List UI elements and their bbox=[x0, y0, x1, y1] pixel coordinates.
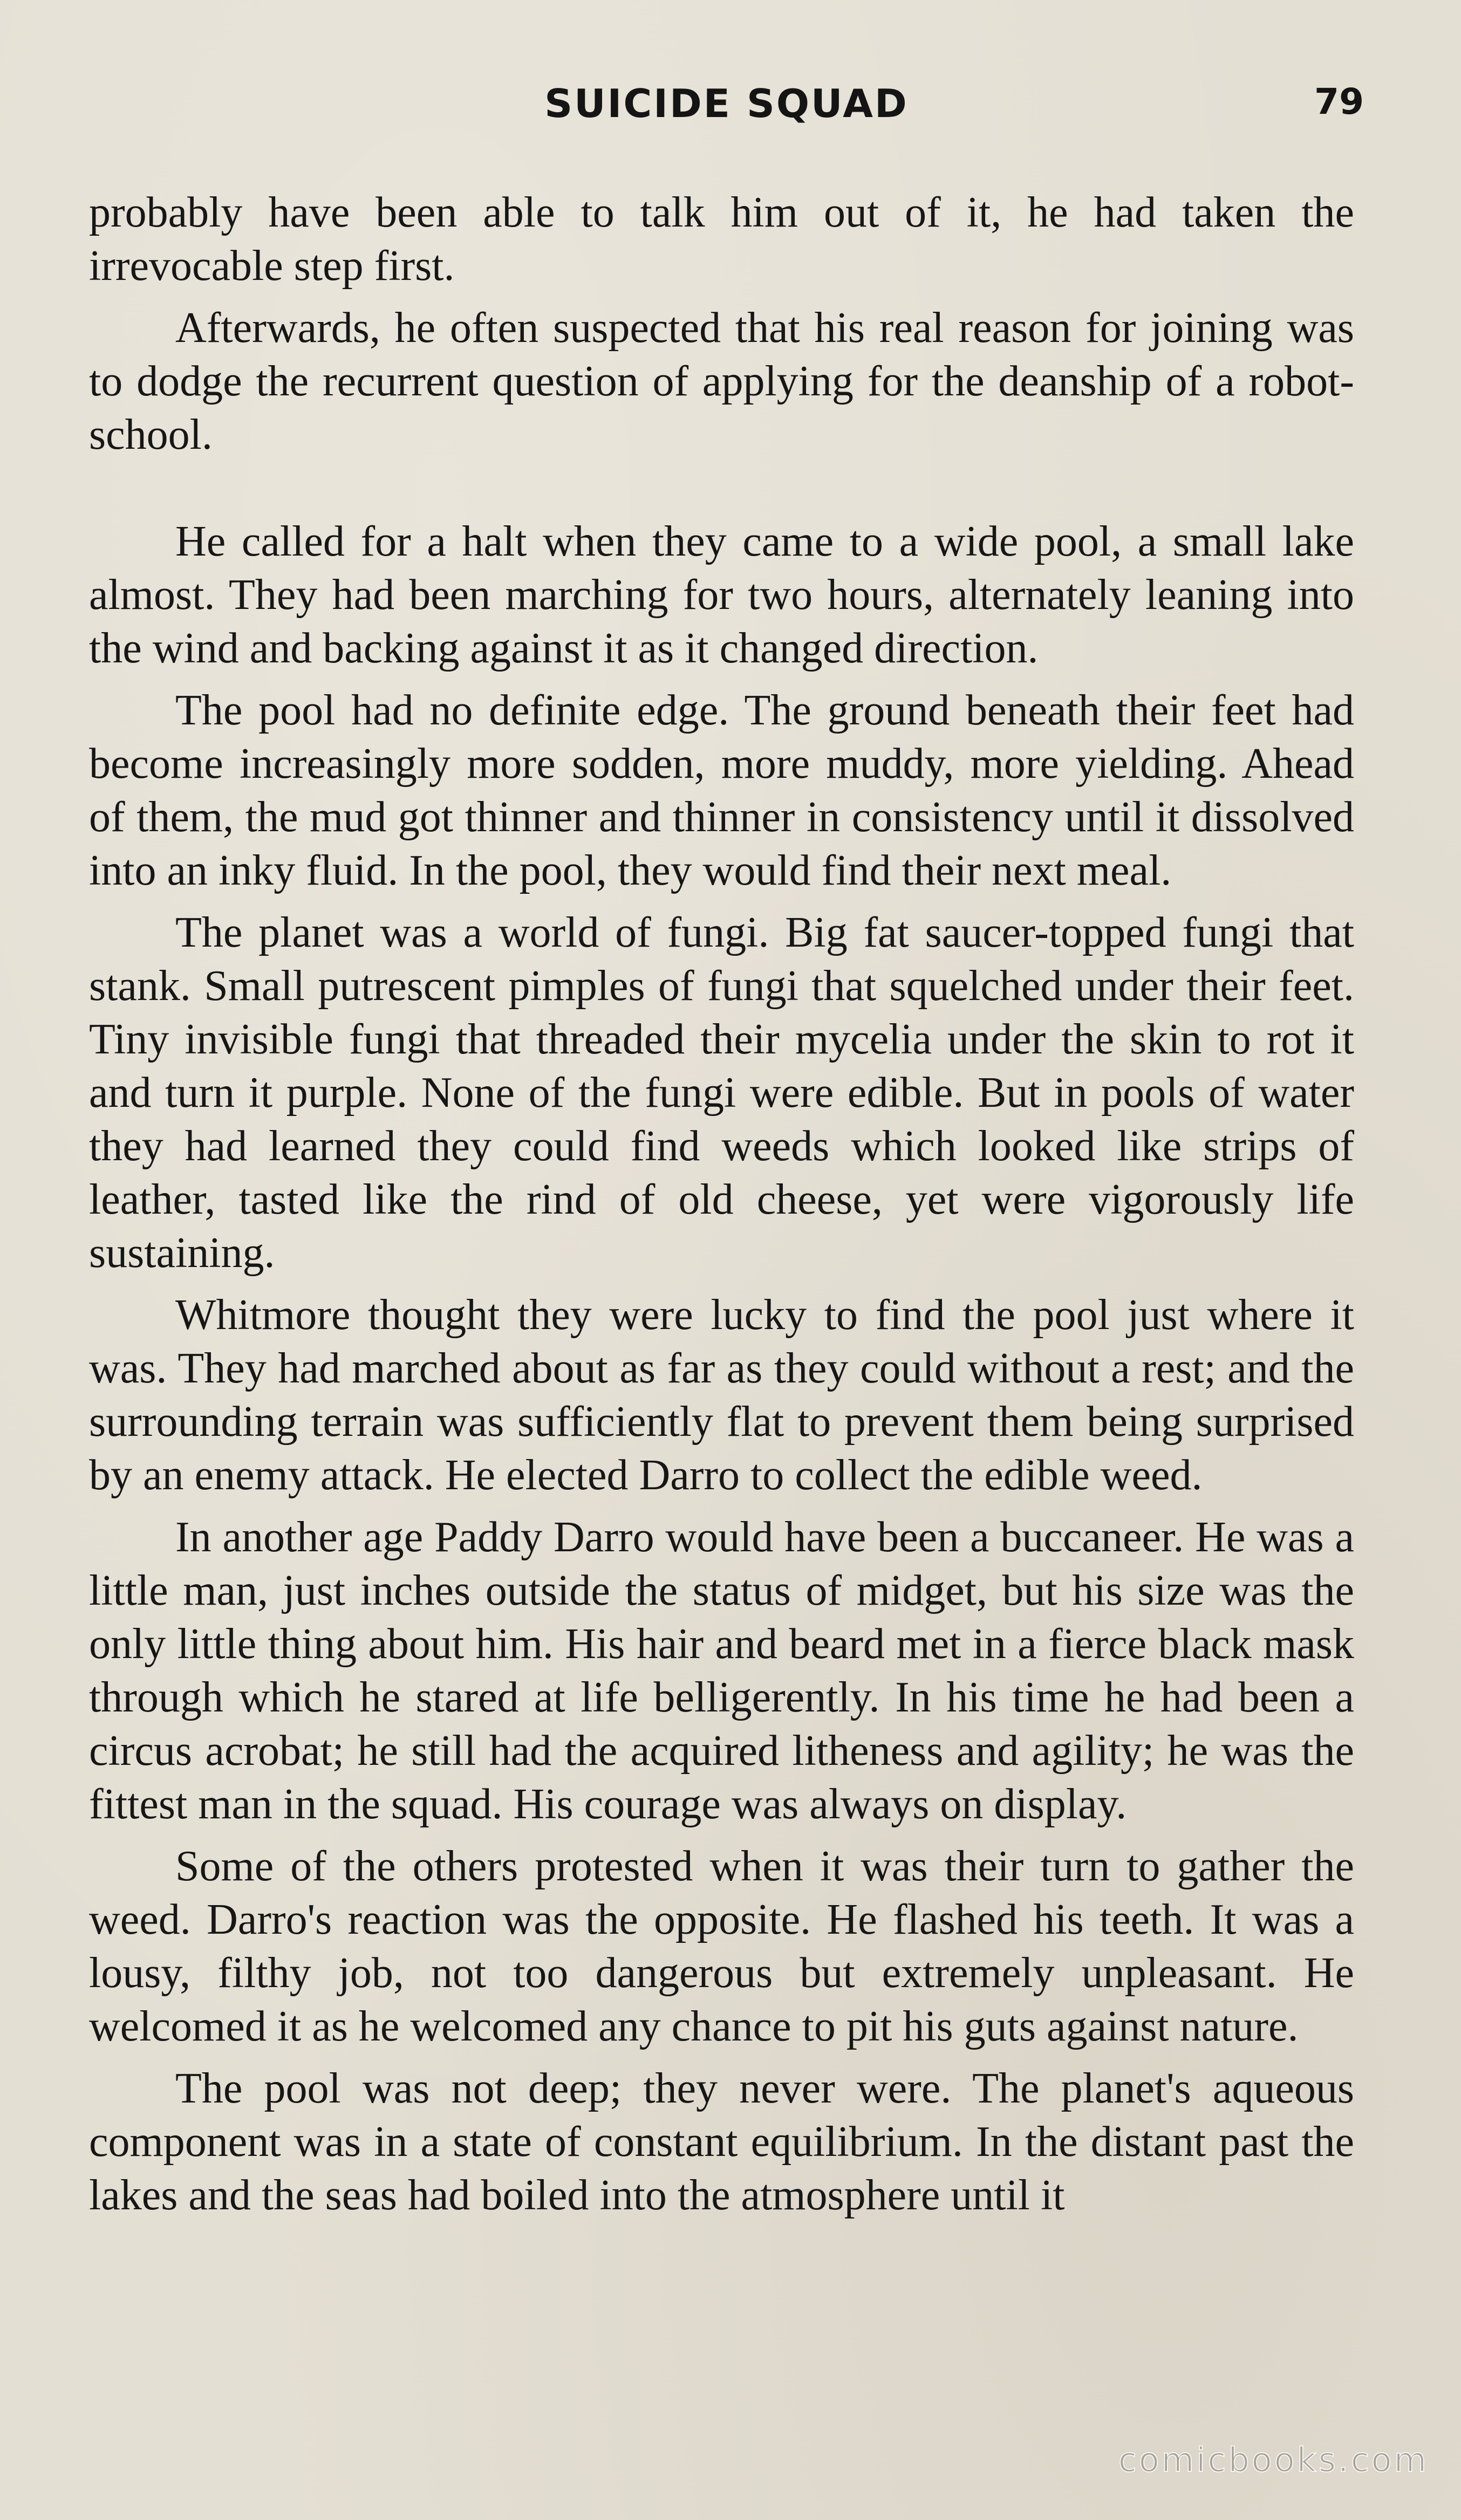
page-number: 79 bbox=[1314, 81, 1364, 122]
page-header bbox=[89, 81, 1364, 140]
body-text bbox=[89, 186, 1354, 2231]
paragraph: The planet was a world of fungi. Big fat saucer-topped fungi that stank. Small putrescent pimples of fungi that squelched under their feet. Tiny invisible fungi that threaded their mycelia under the skin to rot it and turn it purple. None of the fungi were edible. But in pools of water they had learned they could find weeds which looked like strips of leather, tasted like the rind of old cheese, yet were vigorously life sustaining. bbox=[89, 909, 1354, 1277]
paragraph: Afterwards, he often suspected that his real reason for joining was to dodge the recurrent question of applying for the deanship of a robot-school. bbox=[89, 304, 1354, 458]
paragraph: Some of the others protested when it was their turn to gather the weed. Darro's reaction was the opposite. He flashed his teeth. It was a lousy, filthy job, not too dangerous but extremely unpleasant. He welcomed it as he welcomed any chance to pit his guts against nature. bbox=[89, 1843, 1354, 2050]
paragraph: In another age Paddy Darro would have been a buccaneer. He was a little man, just inches outside the status of midget, but his size was the only little thing about him. His hair and beard met in a fierce black mask through which he stared at life belligerently. In his time he had been a circus acrobat; he still had the acquired litheness and agility; he was the fittest man in the squad. His courage was always on display. bbox=[89, 1514, 1354, 1828]
paragraph: Whitmore thought they were lucky to find the pool just where it was. They had marched about as far as they could without a rest; and the surrounding terrain was sufficiently flat to prevent them being surprised by an enemy attack. He elected Darro to collect the edible weed. bbox=[89, 1291, 1354, 1499]
paragraph-section-start: He called for a halt when they came to a wide pool, a small lake almost. They had been marching for two hours, alternately leaning into the wind and backing against it as it changed direction. bbox=[89, 518, 1354, 672]
running-title: SUICIDE SQUAD bbox=[544, 81, 909, 126]
paragraph: The pool was not deep; they never were. The planet's aqueous component was in a state of constant equilibrium. In the distant past the lakes and the seas had boiled into the atmosphere until it bbox=[89, 2065, 1354, 2219]
watermark: comicbooks.com bbox=[1118, 2440, 1429, 2480]
paragraph: The pool had no definite edge. The ground beneath their feet had become increasingly more sodden, more muddy, more yielding. Ahead of them, the mud got thinner and thinner in consistency until it dissolved into an inky fluid. In the pool, they would find their next meal. bbox=[89, 687, 1354, 894]
paragraph-continued: probably have been able to talk him out of it, he had taken the irrevocable step first. bbox=[89, 189, 1354, 290]
